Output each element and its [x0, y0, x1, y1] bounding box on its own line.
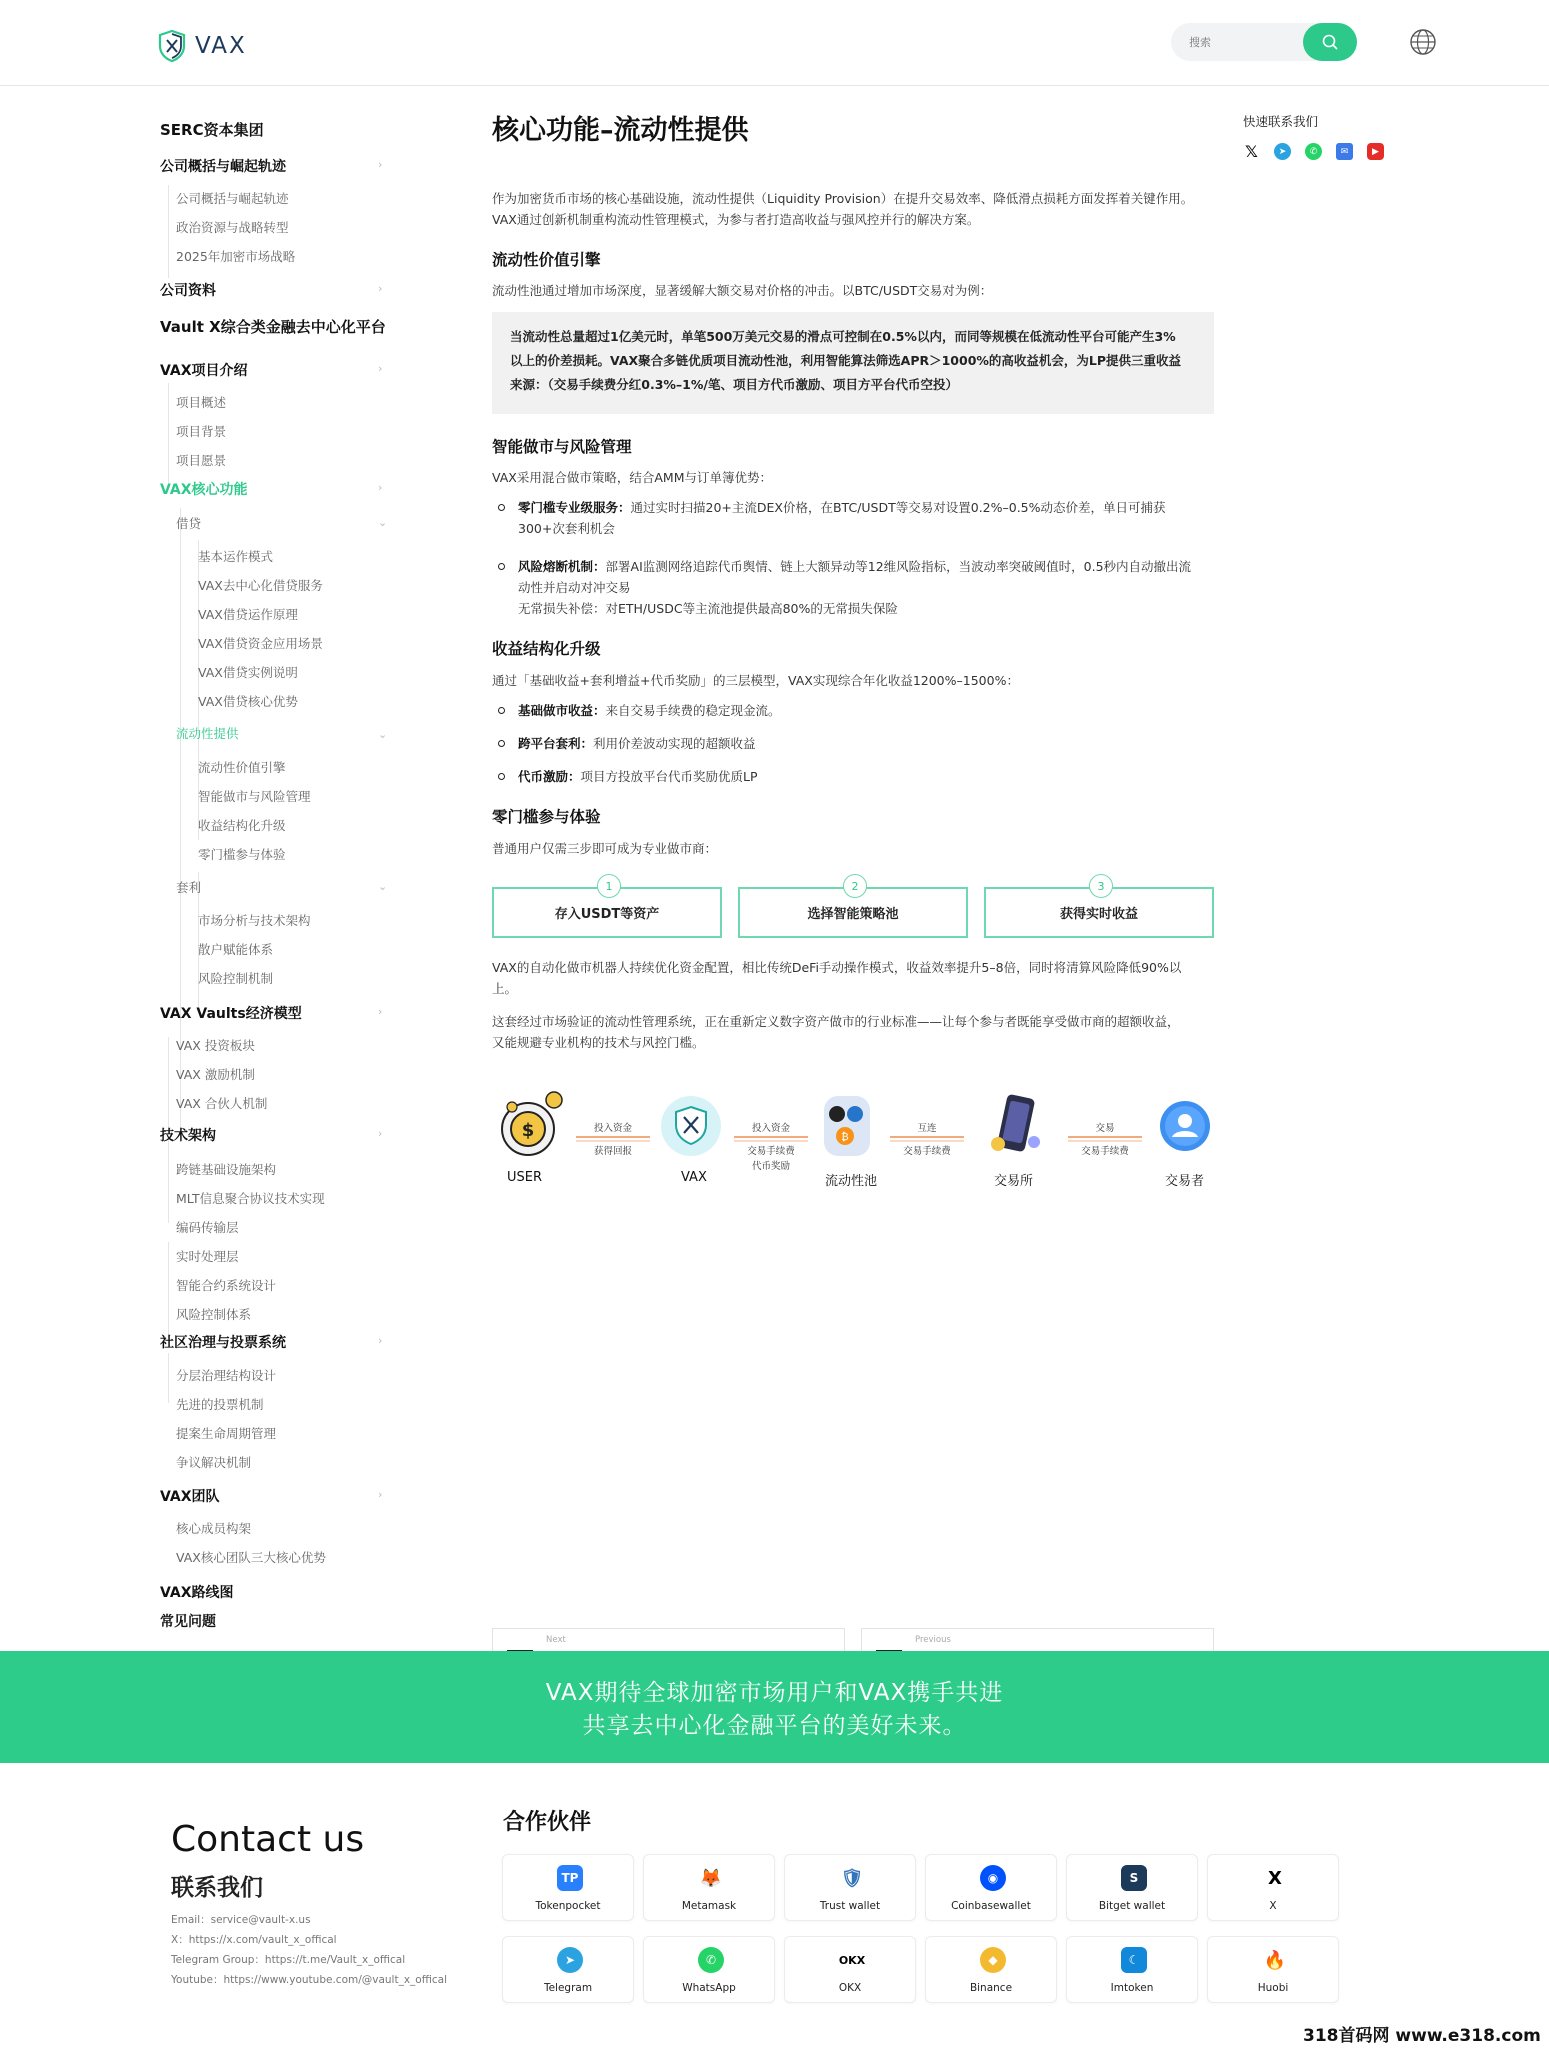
bullet-cross-platform	[498, 733, 1198, 754]
partner-card[interactable]	[1207, 1854, 1339, 1921]
bullet-base-yield	[498, 700, 1198, 721]
edge-label-bottom: 交易手续费	[903, 1146, 951, 1157]
sidebar-item-team-advantages[interactable]: VAX核心团队三大核心优势	[176, 1550, 326, 1565]
sidebar-item-project-overview[interactable]: 项目概述	[176, 395, 227, 410]
sidebar-item-cross-chain[interactable]: 跨链基础设施架构	[176, 1162, 277, 1177]
search-box	[1171, 23, 1357, 61]
step-card-3	[984, 879, 1214, 938]
flow-node-label: 交易者	[1165, 1174, 1205, 1189]
partner-card[interactable]	[925, 1936, 1057, 2003]
flow-node-label: USER	[507, 1170, 543, 1185]
partner-card[interactable]	[784, 1854, 916, 1921]
telegram-icon[interactable]: ➤	[1274, 143, 1291, 160]
outro-paragraph-1	[492, 957, 1214, 999]
sidebar-item-smart-contract[interactable]: 智能合约系统设计	[176, 1278, 277, 1293]
liquidity-pool-icon	[820, 1092, 874, 1160]
sidebar-item-incentive[interactable]: VAX 激励机制	[176, 1067, 255, 1082]
sidebar-item-realtime[interactable]: 实时处理层	[176, 1249, 239, 1264]
partners-title: 合作伙伴	[503, 1810, 592, 1835]
step-number: 3	[1089, 874, 1113, 898]
partner-card[interactable]	[1207, 1936, 1339, 2003]
sidebar-item-2025-strategy[interactable]: 2025年加密市场战略	[176, 249, 296, 264]
chevron-down-icon[interactable]: ⌄	[378, 516, 388, 529]
sidebar-item-vax-vaults[interactable]: VAX Vaults经济模型	[160, 1006, 302, 1022]
bullet-text: 项目方投放平台代币奖励优质LP	[580, 769, 758, 784]
bullet-text: 部署AI监测网络追踪代币舆情、链上大额异动等12维风险指标，当波动率突破阈值时，0.5秒内自动撤出流	[605, 559, 1192, 574]
bullet-text-cont: 动性并启动对冲交易	[518, 580, 631, 595]
chevron-right-icon[interactable]: ›	[378, 1488, 383, 1501]
sidebar-item-liquidity-engine[interactable]: 流动性价值引擎	[198, 760, 286, 775]
bullet-zero-threshold-service	[498, 497, 1198, 539]
flow-node-label: VAX	[681, 1170, 707, 1185]
sidebar-item-decentralized-lending[interactable]: VAX去中心化借贷服务	[198, 578, 323, 593]
contact-x[interactable]: X：https://x.com/vault_x_offical	[171, 1934, 337, 1946]
sidebar-item-retail-empowerment[interactable]: 散户赋能体系	[198, 942, 274, 957]
sidebar-item-company-info[interactable]: 公司资料	[160, 283, 216, 299]
edge-label-top: 投入资金	[751, 1123, 790, 1134]
coinbase-wallet-icon: ◉	[980, 1865, 1006, 1891]
x-icon: X	[1268, 1867, 1282, 1889]
contact-subtitle: 联系我们	[171, 1875, 263, 1901]
sidebar-item-governance[interactable]: 社区治理与投票系统	[160, 1335, 286, 1351]
section-heading-market-making: 智能做市与风险管理	[492, 438, 632, 456]
bullet-text: 来自交易手续费的稳定现金流。	[605, 703, 781, 718]
sidebar-item-market-making[interactable]: 智能做市与风险管理	[198, 789, 311, 804]
shield-logo-icon	[158, 30, 186, 62]
binance-icon: ◆	[980, 1947, 1006, 1973]
contact-youtube[interactable]: Youtube：https://www.youtube.com/@vault_x_offical	[171, 1974, 448, 1986]
edge-label-bottom: 交易手续费	[1081, 1146, 1129, 1157]
chevron-right-icon[interactable]: ›	[378, 158, 383, 171]
sidebar-item-vax-intro[interactable]: VAX项目介绍	[160, 363, 248, 379]
sidebar-item-zero-threshold[interactable]: 零门槛参与体验	[198, 847, 286, 862]
sidebar-item-yield-structure[interactable]: 收益结构化升级	[198, 818, 286, 833]
section-text-market-making: VAX采用混合做市策略，结合AMM与订单簿优势：	[492, 470, 772, 485]
chevron-right-icon[interactable]: ›	[378, 1005, 383, 1018]
contact-email[interactable]: Email：service@vault-x.us	[171, 1914, 311, 1926]
sidebar-item-lending-principle[interactable]: VAX借贷运作原理	[198, 607, 298, 622]
sidebar-item-core-members[interactable]: 核心成员构架	[176, 1521, 252, 1536]
bullet-title: 基础做市收益：	[518, 703, 606, 718]
sidebar-item-vax-core[interactable]: VAX核心功能	[160, 482, 248, 498]
language-globe-icon[interactable]	[1409, 28, 1437, 56]
partner-name: Telegram	[543, 1982, 593, 1994]
bullet-text-cont: 300+次套利机会	[518, 521, 615, 536]
partner-name: Binance	[969, 1982, 1013, 1994]
brand-logo[interactable]	[158, 30, 247, 62]
double-arrow-icon	[734, 1136, 808, 1142]
youtube-icon[interactable]: ▶	[1367, 143, 1384, 160]
section-text-yield: 通过「基础收益+套利增益+代币奖励」的三层模型，VAX实现综合年化收益1200%–1500%：	[492, 673, 1019, 688]
email-icon[interactable]: ✉	[1336, 143, 1353, 160]
bullet-title: 跨平台套利：	[518, 736, 594, 751]
bullet-circuit-breaker	[498, 556, 1198, 619]
partner-card[interactable]	[643, 1854, 775, 1921]
partner-card[interactable]	[925, 1854, 1057, 1921]
okx-icon: OKX	[838, 1953, 866, 1967]
sidebar-item-overview-sub[interactable]: 公司概括与崛起轨迹	[176, 191, 289, 206]
contact-telegram[interactable]: Telegram Group：https://t.me/Vault_x_offical	[171, 1954, 406, 1966]
quote-line-1: 当流动性总量超过1亿美元时，单笔500万美元交易的滑点可控制在0.5%以内，而同等规模在低流动性平台可能产生3%	[510, 329, 1176, 344]
search-icon	[1321, 33, 1339, 51]
sidebar-item-market-analysis[interactable]: 市场分析与技术架构	[198, 913, 311, 928]
svg-text:₿: ₿	[841, 1132, 849, 1143]
outro-paragraph-2	[492, 1011, 1214, 1053]
sidebar-item-basic-mode[interactable]: 基本运作模式	[198, 549, 274, 564]
bullet-text: 利用价差波动实现的超额收益	[593, 736, 756, 751]
outro-text: 这套经过市场验证的流动性管理系统，正在重新定义数字资产做市的行业标准——让每个参与者既能享受做市商的超额收益，	[492, 1014, 1180, 1029]
sidebar-item-lending[interactable]: 借贷	[176, 516, 202, 531]
sidebar-item-project-background[interactable]: 项目背景	[176, 424, 227, 439]
page-title: 核心功能–流动性提供	[492, 115, 749, 146]
edge-label-bottom: 交易手续费 代币奖励	[747, 1146, 795, 1172]
sidebar-item-lending-example[interactable]: VAX借贷实例说明	[198, 665, 298, 680]
x-icon[interactable]: 𝕏	[1245, 142, 1258, 161]
banner-line-2: 共享去中心化金融平台的美好未来。	[582, 1713, 967, 1739]
section-text-zero-threshold: 普通用户仅需三步即可成为专业做市商：	[492, 841, 718, 856]
sidebar-item-investment[interactable]: VAX 投资板块	[176, 1038, 255, 1053]
tokenpocket-icon: TP	[557, 1865, 583, 1891]
sidebar-item-risk-system[interactable]: 风险控制体系	[176, 1307, 252, 1322]
partner-card[interactable]	[784, 1936, 916, 2003]
sidebar-item-faq[interactable]: 常见问题	[160, 1614, 216, 1630]
step-number: 1	[597, 874, 621, 898]
contact-title: Contact us	[171, 1819, 365, 1860]
bullet-title: 零门槛专业级服务：	[518, 500, 631, 515]
partner-name: Bitget wallet	[1098, 1900, 1166, 1912]
partner-name: X	[1269, 1900, 1277, 1912]
chevron-right-icon[interactable]: ›	[378, 282, 383, 295]
sidebar-item-arbitrage[interactable]: 套利	[176, 880, 202, 895]
vax-shield-icon	[660, 1095, 722, 1157]
sidebar-item-tech-arch[interactable]: 技术架构	[160, 1128, 216, 1144]
section-heading-liquidity-engine: 流动性价值引擎	[492, 251, 601, 269]
sidebar-item-political[interactable]: 政治资源与战略转型	[176, 220, 289, 235]
bullet-text: 通过实时扫描20+主流DEX价格，在BTC/USDT等交易对设置0.2%–0.5%动态价差，单日可捕获	[630, 500, 1166, 515]
chevron-right-icon[interactable]: ›	[378, 481, 383, 494]
edge-label-top: 互连	[917, 1123, 937, 1134]
search-input[interactable]	[1171, 23, 1321, 61]
section-heading-zero-threshold: 零门槛参与体验	[492, 808, 601, 826]
bitget-wallet-icon: S	[1121, 1865, 1147, 1891]
svg-text:$: $	[521, 1120, 535, 1141]
partner-card[interactable]	[1066, 1936, 1198, 2003]
sidebar-item-proposal[interactable]: 提案生命周期管理	[176, 1426, 277, 1441]
partner-name: OKX	[838, 1982, 862, 1994]
step-label: 获得实时收益	[1059, 907, 1138, 922]
site-watermark: 318首码网 www.e318.com	[1303, 2026, 1541, 2046]
sidebar-item-mlt[interactable]: MLT信息聚合协议技术实现	[176, 1191, 325, 1206]
flow-edge-3	[890, 1120, 964, 1160]
bullet-title: 风险熔断机制：	[518, 559, 606, 574]
flow-node-label: 交易所	[994, 1174, 1034, 1189]
sidebar-item-vault-x[interactable]: Vault X综合类金融去中心化平台	[160, 318, 386, 336]
double-arrow-icon	[890, 1136, 964, 1142]
sidebar-item-lending-scenarios[interactable]: VAX借贷资金应用场景	[198, 636, 323, 651]
metamask-icon: 🦊	[699, 1867, 723, 1889]
partner-name: Coinbasewallet	[951, 1900, 1031, 1912]
search-button[interactable]	[1303, 23, 1357, 61]
step-label: 存入USDT等资产	[554, 907, 660, 922]
highlight-quote	[492, 312, 1214, 414]
edge-label-bottom: 获得回报	[593, 1146, 632, 1157]
sidebar-item-project-vision[interactable]: 项目愿景	[176, 453, 227, 468]
section-text-liquidity-engine: 流动性池通过增加市场深度，显著缓解大额交易对价格的冲击。以BTC/USDT交易对为例：	[492, 283, 993, 298]
chevron-down-icon[interactable]: ⌄	[378, 880, 388, 893]
sidebar-item-vax-team[interactable]: VAX团队	[160, 1489, 220, 1505]
quick-contact-icons	[1243, 143, 1384, 160]
edge-label-top: 交易	[1095, 1123, 1115, 1134]
partner-name: Tokenpocket	[535, 1900, 601, 1912]
partner-card[interactable]	[502, 1936, 634, 2003]
telegram-icon: ➤	[557, 1947, 583, 1973]
chevron-right-icon[interactable]: ›	[378, 362, 383, 375]
chevron-right-icon[interactable]: ›	[378, 1127, 383, 1140]
step-card-2	[738, 879, 968, 938]
outro-text-cont: 上。	[492, 981, 518, 996]
sidebar-item-liquidity[interactable]: 流动性提供	[176, 726, 239, 741]
quick-contact-title: 快速联系我们	[1243, 114, 1319, 129]
section-heading-yield: 收益结构化升级	[492, 640, 601, 658]
sidebar-item-roadmap[interactable]: VAX路线图	[160, 1585, 234, 1601]
sidebar-item-serc[interactable]: SERC资本集团	[160, 121, 264, 139]
outro-text-cont: 又能规避专业机构的技术与风控门槛。	[492, 1035, 705, 1050]
site-header	[0, 0, 1549, 86]
sidebar-item-layered-gov[interactable]: 分层治理结构设计	[176, 1368, 277, 1383]
step-number: 2	[843, 874, 867, 898]
bullet-title: 代币激励：	[518, 769, 581, 784]
whatsapp-icon[interactable]: ✆	[1305, 143, 1322, 160]
sidebar-item-company-overview[interactable]: 公司概括与崛起轨迹	[160, 159, 286, 175]
user-coins-icon	[492, 1085, 564, 1165]
edge-label-top: 投入资金	[593, 1123, 632, 1134]
pager-prev-small: Previous	[915, 1635, 951, 1645]
huobi-icon: 🔥	[1263, 1949, 1287, 1971]
partner-name: Huobi	[1257, 1982, 1289, 1994]
sidebar-item-encoding[interactable]: 编码传输层	[176, 1220, 239, 1235]
pager-next-small: Next	[546, 1635, 566, 1645]
trader-avatar-icon	[1159, 1100, 1211, 1152]
bullet-text-cont: 无常损失补偿：对ETH/USDC等主流池提供最高80%的无常损失保险	[518, 601, 898, 616]
partner-name: Metamask	[681, 1900, 737, 1912]
step-card-1	[492, 879, 722, 938]
sidebar-item-partner[interactable]: VAX 合伙人机制	[176, 1096, 268, 1111]
brand-name: VAX	[195, 33, 247, 59]
partner-name: Imtoken	[1110, 1982, 1154, 1994]
trust-wallet-icon: 🛡	[840, 1867, 864, 1889]
partner-card[interactable]	[502, 1854, 634, 1921]
step-label: 选择智能策略池	[807, 907, 899, 922]
chevron-right-icon[interactable]: ›	[378, 1334, 383, 1347]
double-arrow-icon	[1068, 1136, 1142, 1142]
partner-card[interactable]	[1066, 1854, 1198, 1921]
double-arrow-icon	[576, 1136, 650, 1142]
intro-paragraph-1: 作为加密货币市场的核心基础设施，流动性提供（Liquidity Provision）在提升交易效率、降低滑点损耗方面发挥着关键作用。	[492, 191, 1194, 206]
flow-node-label: 流动性池	[825, 1174, 878, 1189]
quote-line-2: 以上的价差损耗。VAX聚合多链优质项目流动性池，利用智能算法筛选APR＞1000%的高收益机会，为LP提供三重收益	[510, 353, 1182, 368]
flow-edge-2	[734, 1120, 808, 1172]
flow-edge-1	[576, 1120, 650, 1160]
cta-banner	[0, 1651, 1549, 1763]
outro-text: VAX的自动化做市机器人持续优化资金配置，相比传统DeFi手动操作模式，收益效率提升5–8倍，同时将清算风险降低90%以	[492, 960, 1182, 975]
flow-edge-4	[1068, 1120, 1142, 1160]
partner-name: Trust wallet	[819, 1900, 881, 1912]
sidebar-item-voting[interactable]: 先进的投票机制	[176, 1397, 264, 1412]
sidebar-item-risk-control[interactable]: 风险控制机制	[198, 971, 274, 986]
partner-name: WhatsApp	[682, 1982, 736, 1994]
sidebar-item-lending-advantages[interactable]: VAX借贷核心优势	[198, 694, 298, 709]
bullet-token-incentive	[498, 766, 1198, 787]
intro-paragraph-2: VAX通过创新机制重构流动性管理模式，为参与者打造高收益与强风控并行的解决方案。	[492, 212, 980, 227]
imtoken-icon: ☾	[1121, 1947, 1147, 1973]
exchange-phone-icon	[986, 1092, 1046, 1160]
chevron-down-icon[interactable]: ⌄	[378, 728, 388, 741]
quote-line-3: 来源：（交易手续费分红0.3%–1%/笔、项目方代币激励、项目方平台代币空投）	[510, 377, 958, 392]
whatsapp-icon: ✆	[698, 1947, 724, 1973]
banner-line-1: VAX期待全球加密市场用户和VAX携手共进	[545, 1680, 1004, 1706]
partner-card[interactable]	[643, 1936, 775, 2003]
sidebar-item-dispute[interactable]: 争议解决机制	[176, 1455, 252, 1470]
